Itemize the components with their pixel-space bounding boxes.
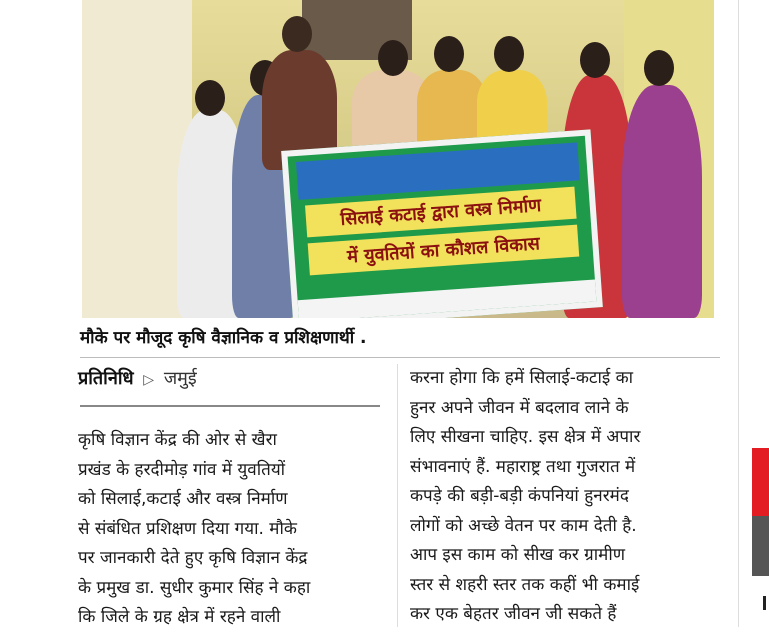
article-line: कि जिले के ग्रह क्षेत्र में रहने वाली (78, 607, 281, 627)
photo-banner (281, 129, 603, 318)
article-line: हुनर अपने जीवन में बदलाव लाने के (410, 397, 629, 418)
photo-wall (82, 0, 192, 318)
banner-line: में युवतियों का कौशल विकास (308, 225, 580, 276)
photo-person-head (580, 42, 610, 78)
article-line: संभावनाएं हैं. महाराष्ट्र तथा गुजरात में (410, 456, 636, 477)
article-line: स्तर से शहरी स्तर तक कहीं भी कमाई (410, 574, 640, 595)
article-line: कर एक बेहतर जीवन जी सकते हैं (410, 604, 617, 624)
article-column-left (78, 426, 382, 633)
article-line: से संबंधित प्रशिक्षण दिया गया. मौके (78, 518, 297, 539)
article-line: कृषि विज्ञान केंद्र की ओर से खैरा (78, 430, 277, 450)
byline-place: जमुई (163, 368, 197, 389)
adjacent-dark-block (752, 516, 769, 576)
banner-footer (298, 279, 597, 318)
adjacent-red-block (752, 448, 769, 516)
article-line: के प्रमुख डा. सुधीर कुमार सिंह ने कहा (78, 577, 311, 598)
photo-person-head (434, 36, 464, 72)
article-line: लोगों को अच्छे वेतन पर काम देती है. (410, 515, 637, 536)
article-line: पर जानकारी देते हुए कृषि विज्ञान केंद्र (78, 548, 308, 568)
article-line: करना होगा कि हमें सिलाई-कटाई का (410, 368, 634, 388)
article-line: आप इस काम को सीख कर ग्रामीण (410, 545, 626, 565)
page-edge (738, 0, 739, 627)
article-line: कपड़े की बड़ी-बड़ी कंपनियां हुनरमंद (410, 486, 629, 506)
banner-line: सिलाई कटाई द्वारा वस्त्र निर्माण (305, 187, 577, 238)
byline-arrow-icon: ▷ (143, 372, 155, 388)
photo-person-head (644, 50, 674, 86)
article-line: को सिलाई,कटाई और वस्त्र निर्माण (78, 489, 288, 509)
byline-author: प्रतिनिधि (78, 368, 134, 389)
column-rule (397, 364, 398, 627)
photo-person-head (282, 16, 312, 52)
photo-person-head (494, 36, 524, 72)
divider (80, 357, 720, 358)
adjacent-mark (763, 596, 766, 610)
photo-caption: मौके पर मौजूद कृषि वैज्ञानिक व प्रशिक्षणार्थी . (80, 328, 367, 348)
photo-person-head (195, 80, 225, 116)
news-photo (82, 0, 714, 318)
article-column-right (410, 364, 716, 630)
byline-rule (80, 405, 380, 407)
byline (78, 366, 197, 390)
article-line: लिए सीखना चाहिए. इस क्षेत्र में अपार (410, 427, 641, 447)
photo-person-head (378, 40, 408, 76)
article-line: प्रखंड के हरदीमोड़ गांव में युवतियों (78, 459, 286, 480)
photo-person (622, 85, 702, 318)
